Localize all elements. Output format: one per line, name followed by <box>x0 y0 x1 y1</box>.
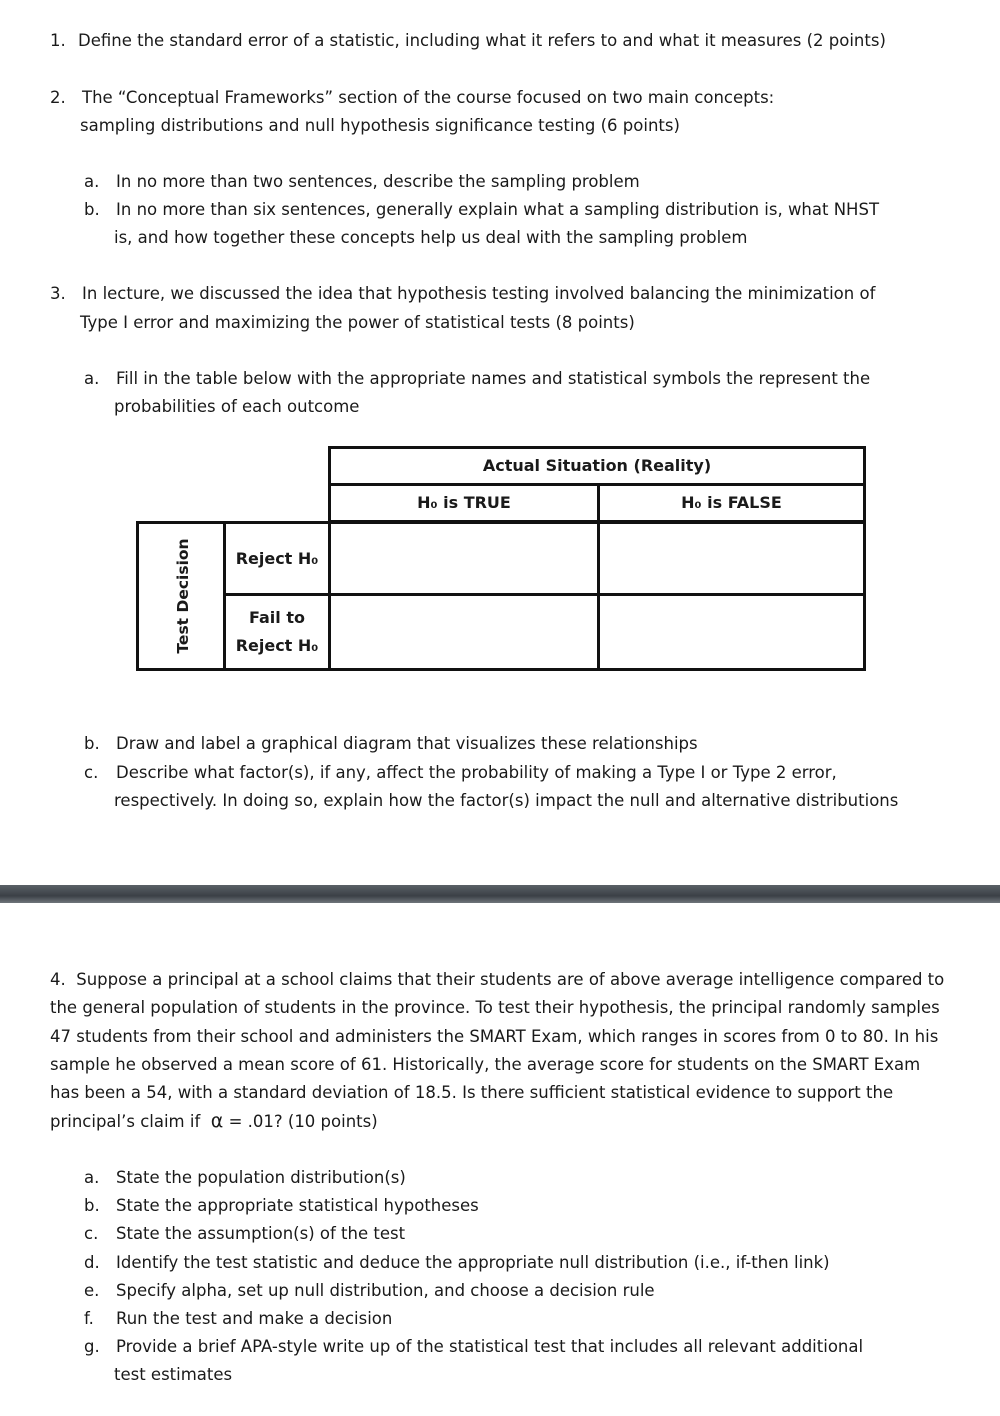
table-top-header <box>328 446 866 486</box>
q4-number: 4. <box>50 970 66 989</box>
q1-number: 1. <box>50 31 66 50</box>
top-header-text: Actual Situation (Reality) <box>482 456 712 475</box>
q4-item-label: f. <box>84 1309 94 1328</box>
q4-text: Suppose a principal at a school claims that their students are of above average intelligence compared to the general population of students in the province. To test their hypothesis, the principal randomly samples 47 students from their school and administers the SMART Exam, which ranges in scores from 0 to 80. In his sample he observed a mean score of 61. Historically, the average score for students on the SMART Exam has been a 54, with a standard deviation of 18.5. Is there sufficient statistical evidence to support the principal’s claim if <box>50 970 945 1132</box>
q4-item-label: c. <box>84 1224 99 1243</box>
q2-number: 2. <box>50 88 66 107</box>
table-col-h0-true <box>328 483 600 523</box>
table-col-h0-false <box>597 483 866 523</box>
q1-text: Define the standard error of a statistic, including what it refers to and what it measures (2 points) <box>78 31 886 50</box>
q3a-label: a. <box>84 369 100 388</box>
q3-number: 3. <box>50 284 66 303</box>
q4-item-label: a. <box>84 1168 100 1187</box>
q3c-line1: Describe what factor(s), if any, affect the probability of making a Type I or Type 2 error, <box>116 763 837 782</box>
q4-alpha-tail: = .01? (10 points) <box>228 1112 378 1132</box>
page-divider <box>0 885 1000 903</box>
q4-item-label: d. <box>84 1253 100 1272</box>
q4-item-text: State the population distribution(s) <box>116 1168 406 1187</box>
q3c-line2: respectively. In doing so, explain how the factor(s) impact the null and alternative distributions <box>114 791 899 810</box>
q4-item-label: e. <box>84 1281 100 1300</box>
table-cell-reject-false[interactable] <box>597 521 866 596</box>
q2a-label: a. <box>84 172 100 191</box>
q4-item-text: State the appropriate statistical hypotheses <box>116 1196 479 1215</box>
q4-item-label: b. <box>84 1196 100 1215</box>
alpha-symbol: α <box>210 1110 224 1133</box>
q2b-line1: In no more than six sentences, generally explain what a sampling distribution is, what NHST <box>116 200 880 219</box>
q3c-label: c. <box>84 763 99 782</box>
q4-paragraph <box>50 966 950 1137</box>
table-cell-fail-false[interactable] <box>597 593 866 671</box>
row1-text: Reject H₀ <box>235 548 319 568</box>
q3b-text: Draw and label a graphical diagram that visualizes these relationships <box>116 734 698 753</box>
q4-item-text: State the assumption(s) of the test <box>116 1224 406 1243</box>
q4-item-g-line2: test estimates <box>114 1365 233 1384</box>
q2b-label: b. <box>84 200 100 219</box>
q4-item-text: Run the test and make a decision <box>116 1309 393 1328</box>
q4-item-label: g. <box>84 1337 100 1356</box>
table-cell-reject-true[interactable] <box>328 521 600 596</box>
col1-text: H₀ is TRUE <box>417 493 511 512</box>
q4-item-text: Provide a brief APA-style write up of the statistical test that includes all relevant additional <box>116 1337 864 1356</box>
q2b-line2: is, and how together these concepts help us deal with the sampling problem <box>114 228 748 247</box>
row2-line2: Reject H₀ <box>235 636 319 655</box>
table-row-fail-to-reject <box>223 593 331 671</box>
q3a-line2: probabilities of each outcome <box>114 397 360 416</box>
table-row-reject <box>223 521 331 596</box>
q4-item-text: Specify alpha, set up null distribution, and choose a decision rule <box>116 1281 655 1300</box>
q3-line1: In lecture, we discussed the idea that hypothesis testing involved balancing the minimization of <box>82 284 876 303</box>
q3-line2: Type I error and maximizing the power of statistical tests (8 points) <box>80 313 635 332</box>
q2a-text: In no more than two sentences, describe the sampling problem <box>116 172 640 191</box>
q2-line1: The “Conceptual Frameworks” section of the course focused on two main concepts: <box>82 88 775 107</box>
side-header-text: Test Decision <box>174 538 192 654</box>
table-cell-fail-true[interactable] <box>328 593 600 671</box>
col2-text: H₀ is FALSE <box>681 493 782 512</box>
q3a-line1: Fill in the table below with the appropriate names and statistical symbols the represent the <box>116 369 871 388</box>
row2-line1: Fail to <box>249 608 305 627</box>
q2-line2: sampling distributions and null hypothesis significance testing (6 points) <box>80 116 680 135</box>
q4-item-text: Identify the test statistic and deduce the appropriate null distribution (i.e., if-then link) <box>116 1253 830 1272</box>
q3b-label: b. <box>84 734 100 753</box>
